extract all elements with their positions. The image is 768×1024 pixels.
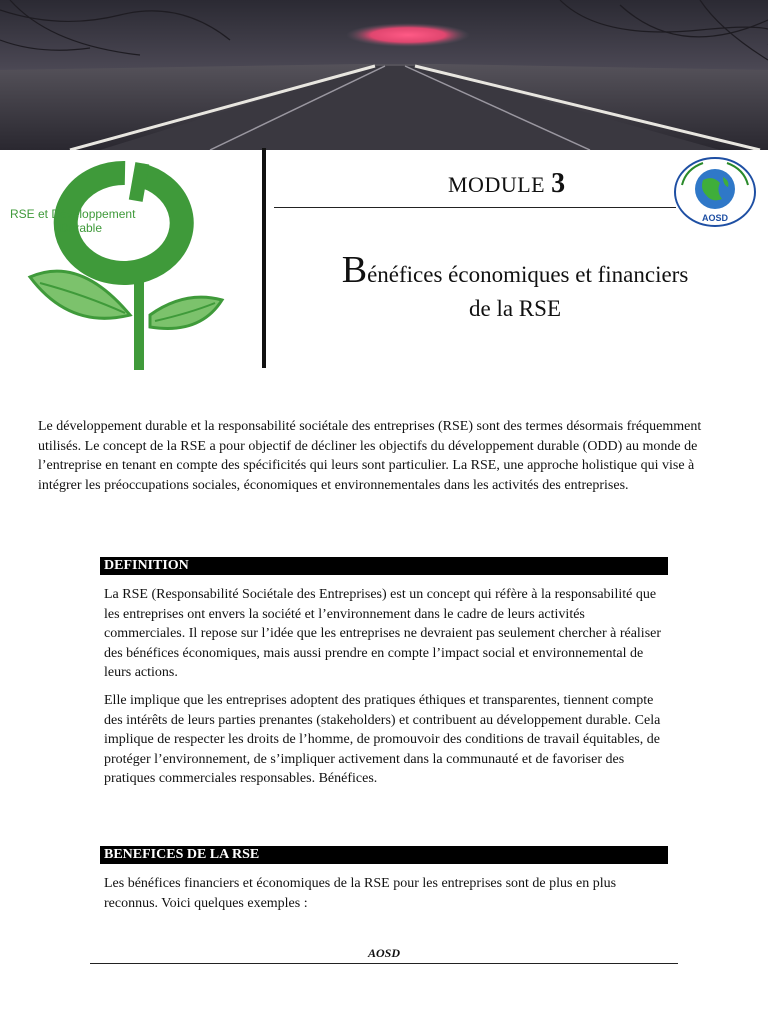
- title-underline: [274, 207, 676, 208]
- benefits-paragraph: Les bénéfices financiers et économiques de la RSE pour les entreprises sont de plus en plus reconnus. Voici quelques exemples :: [104, 876, 617, 911]
- title-initial: B: [341, 249, 368, 291]
- footer-rule: [90, 963, 678, 964]
- logo-left-text-2: Durable: [60, 221, 103, 235]
- footer-label: AOSD: [367, 946, 400, 960]
- rse-developpement-durable-logo: [0, 155, 250, 375]
- svg-text:AOSD: AOSD: [701, 213, 729, 223]
- vertical-divider: [262, 148, 266, 368]
- module-heading: [448, 168, 566, 200]
- logo-left-text-1: RSE et Développement: [10, 207, 136, 221]
- header-banner-image: [0, 0, 768, 150]
- title-line1: énéfices économiques et financiers: [367, 262, 689, 287]
- benefits-heading: BENEFICES DE LA RSE: [100, 846, 668, 864]
- intro-paragraph: Le développement durable et la responsabilité sociétale des entreprises (RSE) sont des termes désormais fréquemment utilisés. Le concept de la RSE a pour objectif de décliner les objectifs du développement durable (ODD) au monde de l’entreprise en tenant en compte des spécificités qui leurs sont particulier. La RSE, une approche holistique qui vise à intégrer les préoccupations sociales, économiques et environnementales dans les activités des entreprises.: [38, 419, 702, 493]
- definition-paragraph-2: Elle implique que les entreprises adoptent des pratiques éthiques et transparentes, tiennent compte des intérêts de leurs parties prenantes (stakeholders) et contribuent au développement durable. Cela implique de respecter les droits de l’homme, de promouvoir des conditions de travail équitables, de protéger l’environnement, de s’impliquer activement dans la communauté et de favoriser des pratiques commerciales responsables. Bénéfices.: [104, 693, 661, 787]
- definition-heading: DEFINITION: [100, 557, 668, 575]
- module-number: 3: [551, 168, 566, 199]
- aosd-logo: [668, 155, 762, 229]
- page-title: [280, 249, 750, 326]
- module-label: MODULE: [448, 172, 546, 197]
- definition-paragraph-1: La RSE (Responsabilité Sociétale des Entreprises) est un concept qui réfère à la responsabilité que les entreprises ont envers la société et l’environnement dans le cadre de leurs activités commerciales. Il repose sur l’idée que les entreprises ne devraient pas seulement chercher à réaliser des bénéfices économiques, mais aussi prendre en compte l’impact social et environnemental de leurs actions.: [104, 587, 662, 681]
- title-line2: de la RSE: [469, 296, 561, 321]
